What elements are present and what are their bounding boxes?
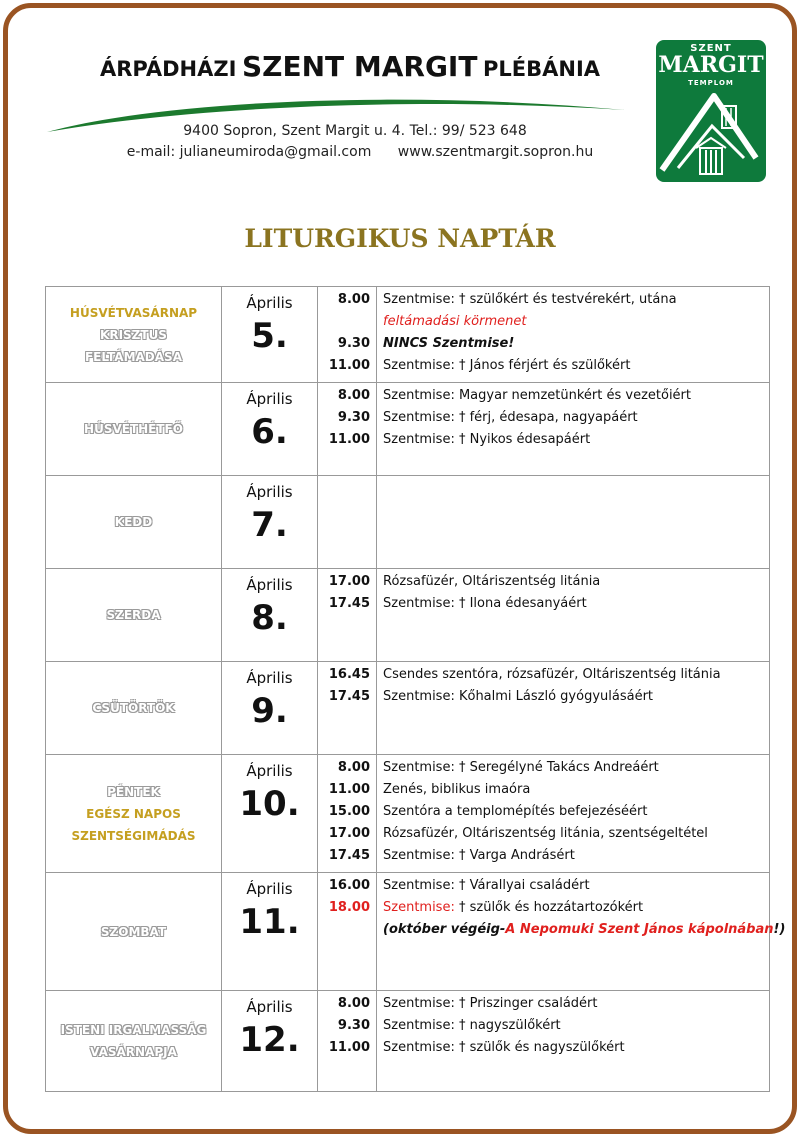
events-cell bbox=[377, 662, 770, 755]
day-number: 6. bbox=[251, 412, 288, 452]
events-cell bbox=[377, 287, 770, 383]
event-time: 17.00 bbox=[328, 826, 370, 841]
calendar-row bbox=[46, 569, 770, 662]
events-cell bbox=[377, 991, 770, 1092]
date-cell bbox=[222, 662, 318, 755]
day-name-line: HÚSVÉTVASÁRNAP bbox=[69, 305, 198, 320]
event-text-segment: Szentmise: † szülők és nagyszülőkért bbox=[383, 1040, 625, 1055]
parish-website[interactable]: www.szentmargit.sopron.hu bbox=[397, 144, 594, 160]
date-cell bbox=[222, 287, 318, 383]
event-description bbox=[383, 1015, 769, 1037]
day-name-cell bbox=[46, 755, 222, 873]
day-name-line: SZERDA bbox=[106, 608, 161, 622]
day-name-line: EGÉSZ NAPOS bbox=[86, 806, 181, 821]
events-cell bbox=[377, 476, 770, 569]
month-label: Április bbox=[246, 294, 293, 312]
day-name-line: VASÁRNAPJA bbox=[90, 1045, 177, 1059]
parish-email[interactable]: e-mail: julianeumiroda@gmail.com bbox=[126, 144, 372, 160]
event-description bbox=[383, 289, 769, 311]
event-text-segment: Szentmise: † János férjért és szülőkért bbox=[383, 358, 631, 373]
month-label: Április bbox=[246, 880, 293, 898]
event-time: 17.45 bbox=[328, 689, 370, 704]
event-text-segment: !) bbox=[773, 922, 786, 937]
day-name-cell bbox=[46, 383, 222, 476]
times-cell bbox=[318, 873, 377, 991]
event-text-segment: (október végéig- bbox=[383, 922, 506, 937]
event-text-segment: Szentmise: Magyar nemzetünkért és vezetőiért bbox=[383, 388, 691, 403]
month-label: Április bbox=[246, 576, 293, 594]
event-description bbox=[383, 333, 769, 355]
event-time: 18.00 bbox=[328, 900, 370, 915]
event-time: 8.00 bbox=[337, 996, 370, 1011]
event-description bbox=[383, 823, 769, 845]
times-cell bbox=[318, 287, 377, 383]
day-number: 11. bbox=[239, 902, 300, 942]
date-cell bbox=[222, 873, 318, 991]
calendar-row bbox=[46, 755, 770, 873]
event-text-segment: Szentmise: † férj, édesapa, nagyapáért bbox=[383, 410, 638, 425]
event-description bbox=[383, 686, 769, 708]
event-text-segment: feltámadási körmenet bbox=[383, 314, 527, 329]
day-name-line: SZENTSÉGIMÁDÁS bbox=[71, 828, 196, 843]
event-description bbox=[383, 429, 769, 451]
event-description bbox=[383, 875, 769, 897]
date-cell bbox=[222, 476, 318, 569]
event-text-segment: Szentmise: † Varga Andrásért bbox=[383, 848, 575, 863]
month-label: Április bbox=[246, 998, 293, 1016]
event-description bbox=[383, 801, 769, 823]
event-time: 8.00 bbox=[337, 388, 370, 403]
day-name-cell bbox=[46, 476, 222, 569]
event-time bbox=[318, 919, 370, 941]
date-cell bbox=[222, 383, 318, 476]
event-text-segment: Szentmise: † Nyikos édesapáért bbox=[383, 432, 591, 447]
event-time: 9.30 bbox=[337, 410, 370, 425]
day-name-cell bbox=[46, 873, 222, 991]
title-part1: ÁRPÁDHÁZI bbox=[99, 57, 237, 81]
day-number: 9. bbox=[251, 691, 288, 731]
event-description bbox=[383, 355, 769, 377]
day-number: 12. bbox=[239, 1020, 300, 1060]
event-time: 17.00 bbox=[328, 574, 370, 589]
event-text-segment: Szentmise: bbox=[383, 900, 455, 915]
month-label: Április bbox=[246, 483, 293, 501]
event-text-segment: Rózsafüzér, Oltáriszentség litánia, szentségeltétel bbox=[383, 826, 708, 841]
event-description bbox=[383, 993, 769, 1015]
event-text-segment: Csendes szentóra, rózsafüzér, Oltáriszentség litánia bbox=[383, 667, 721, 682]
event-time: 11.00 bbox=[328, 358, 370, 373]
event-time: 17.45 bbox=[328, 848, 370, 863]
event-text-segment: Szentmise: † szülőkért és testvérekért, utána bbox=[383, 292, 677, 307]
event-text-segment: Szentmise: † nagyszülőkért bbox=[383, 1018, 561, 1033]
calendar-row bbox=[46, 383, 770, 476]
day-number: 8. bbox=[251, 598, 288, 638]
event-text-segment: † szülők és hozzátartozókért bbox=[454, 900, 644, 915]
event-description bbox=[383, 311, 769, 333]
event-text-segment: Szentóra a templomépítés befejezéséért bbox=[383, 804, 648, 819]
calendar-row bbox=[46, 662, 770, 755]
day-number: 5. bbox=[251, 316, 288, 356]
event-time: 8.00 bbox=[337, 760, 370, 775]
calendar-row bbox=[46, 287, 770, 383]
event-time: 9.30 bbox=[337, 336, 370, 351]
event-time: 16.45 bbox=[328, 667, 370, 682]
event-text-segment: Rózsafüzér, Oltáriszentség litánia bbox=[383, 574, 601, 589]
calendar-row bbox=[46, 873, 770, 991]
logo-line1: SZENT bbox=[690, 43, 732, 54]
event-description bbox=[383, 897, 769, 919]
event-description bbox=[383, 757, 769, 779]
day-name-cell bbox=[46, 569, 222, 662]
day-name-line: KEDD bbox=[114, 515, 153, 529]
event-text-segment: Szentmise: † Ilona édesanyáért bbox=[383, 596, 587, 611]
event-text-segment: Szentmise: † Priszinger családért bbox=[383, 996, 598, 1011]
event-text-segment: Szentmise: † Seregélyné Takács Andreáért bbox=[383, 760, 659, 775]
event-time: 11.00 bbox=[328, 1040, 370, 1055]
contact-line bbox=[100, 144, 620, 160]
date-cell bbox=[222, 991, 318, 1092]
events-cell bbox=[377, 873, 786, 991]
event-description bbox=[383, 845, 769, 867]
calendar-heading: LITURGIKUS NAPTÁR bbox=[244, 224, 556, 253]
day-name-line: ISTENI IRGALMASSÁG bbox=[60, 1023, 207, 1037]
calendar-row bbox=[46, 991, 770, 1092]
logo-line2: MARGIT bbox=[658, 52, 764, 78]
day-name-line: KRISZTUS bbox=[100, 327, 167, 342]
times-cell bbox=[318, 476, 377, 569]
event-time: 17.45 bbox=[328, 596, 370, 611]
day-name-line: HÚSVÉTHÉTFŐ bbox=[84, 422, 183, 436]
liturgical-calendar-table bbox=[45, 286, 786, 1092]
event-description bbox=[383, 779, 769, 801]
title-part2: SZENT MARGIT bbox=[241, 50, 478, 83]
title-part3: PLÉBÁNIA bbox=[483, 57, 601, 81]
events-cell bbox=[377, 755, 770, 873]
church-logo bbox=[656, 40, 766, 182]
day-name-line: PÉNTEK bbox=[107, 784, 160, 799]
parish-address: 9400 Sopron, Szent Margit u. 4. Tel.: 99/ 523 648 bbox=[183, 123, 527, 139]
date-cell bbox=[222, 755, 318, 873]
event-text-segment: A Nepomuki Szent János kápolnában bbox=[505, 922, 774, 937]
event-text-segment: Szentmise: Kőhalmi László gyógyulásáért bbox=[383, 689, 654, 704]
day-name-cell bbox=[46, 662, 222, 755]
day-name-line: FELTÁMADÁSA bbox=[84, 349, 182, 364]
date-cell bbox=[222, 569, 318, 662]
calendar-row bbox=[46, 476, 770, 569]
event-text-segment: NINCS Szentmise! bbox=[383, 336, 515, 351]
event-description bbox=[383, 571, 769, 593]
event-time: 16.00 bbox=[328, 878, 370, 893]
event-description bbox=[383, 385, 769, 407]
event-time: 8.00 bbox=[337, 292, 370, 307]
day-name-line: CSÜTÖRTÖK bbox=[92, 701, 175, 715]
month-label: Április bbox=[246, 762, 293, 780]
month-label: Április bbox=[246, 669, 293, 687]
month-label: Április bbox=[246, 390, 293, 408]
event-text-segment: Zenés, biblikus imaóra bbox=[383, 782, 531, 797]
event-time: 11.00 bbox=[328, 432, 370, 447]
event-description bbox=[383, 407, 769, 429]
times-cell bbox=[318, 991, 377, 1092]
event-description bbox=[383, 919, 786, 941]
times-cell bbox=[318, 755, 377, 873]
day-number: 7. bbox=[251, 505, 288, 545]
day-name-cell bbox=[46, 287, 222, 383]
event-time: 9.30 bbox=[337, 1018, 370, 1033]
times-cell bbox=[318, 383, 377, 476]
church-building-icon bbox=[656, 88, 766, 182]
event-time: 11.00 bbox=[328, 782, 370, 797]
event-description bbox=[383, 664, 769, 686]
day-name-line: SZOMBAT bbox=[100, 924, 167, 939]
event-description bbox=[383, 593, 769, 615]
logo-line3: TEMPLOM bbox=[688, 79, 734, 87]
day-name-cell bbox=[46, 991, 222, 1092]
parish-title bbox=[60, 50, 640, 83]
event-time: 15.00 bbox=[328, 804, 370, 819]
day-number: 10. bbox=[239, 784, 300, 824]
events-cell bbox=[377, 569, 770, 662]
event-time bbox=[318, 311, 370, 333]
events-cell bbox=[377, 383, 770, 476]
event-text-segment: Szentmise: † Várallyai családért bbox=[383, 878, 590, 893]
times-cell bbox=[318, 569, 377, 662]
times-cell bbox=[318, 662, 377, 755]
event-description bbox=[383, 1037, 769, 1059]
